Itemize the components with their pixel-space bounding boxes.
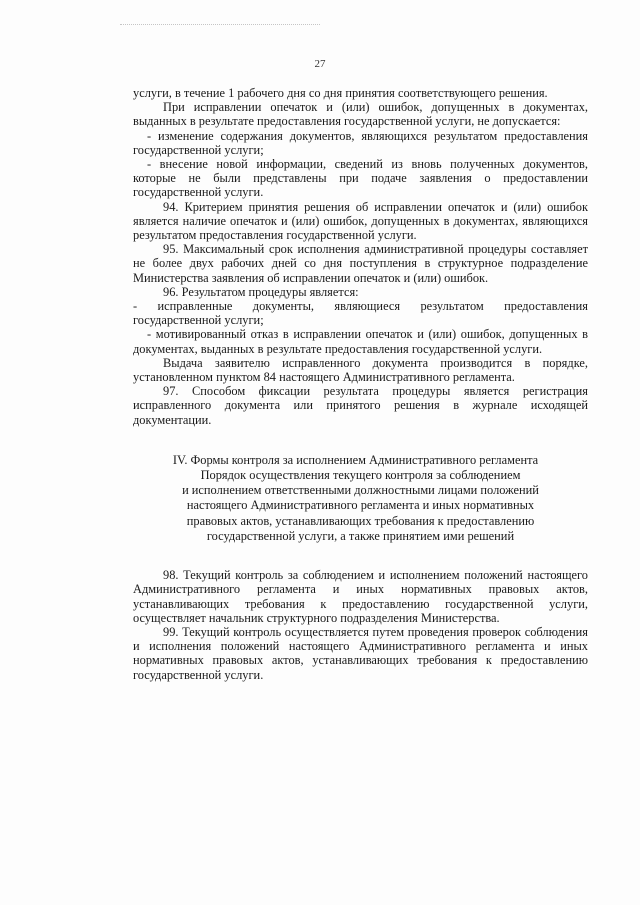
paragraph: 96. Результатом процедуры является: <box>163 284 359 299</box>
paragraph: При исправлении опечаток и (или) ошибок, допущенных в документах, выданных в результате предоставления государственной услуги, не допускается: <box>133 100 588 129</box>
subsection-title-line: настоящего Административного регламента и иных нормативных <box>186 498 535 513</box>
paragraph: 98. Текущий контроль за соблюдением и исполнением положений настоящего Административного регламента и иных нормативных правовых актов, устанавливающих требования к предоставлению государственной услуги, осуществляет начальник структурного подразделения Министерства. <box>133 568 588 625</box>
paragraph: услуги, в течение 1 рабочего дня со дня принятия соответствующего решения. <box>133 86 548 100</box>
paragraph: 99. Текущий контроль осуществляется путем проведения проверок соблюдения и исполнения положений настоящего Административного регламента и иных нормативных правовых актов, устанавливающих требования к предоставлению государственной услуги. <box>133 624 588 682</box>
subsection-title-line: правовых актов, устанавливающих требования к предоставлению <box>186 513 535 528</box>
paragraph: - исправленные документы, являющиеся результатом предоставления государственной услуги; <box>133 299 588 328</box>
paragraph: - изменение содержания документов, являющихся результатом предоставления государственной услуги; <box>133 128 588 157</box>
scan-artifact <box>120 24 320 29</box>
page-number: 27 <box>314 58 326 70</box>
subsection-title-line: Порядок осуществления текущего контроля за соблюдением <box>200 468 521 483</box>
section-title: IV. Формы контроля за исполнением Административного регламента <box>172 452 539 467</box>
paragraph: - внесение новой информации, сведений из вновь полученных документов, которые не были представлены при подаче заявления о предоставлении государственной услуги. <box>133 157 588 200</box>
paragraph: - мотивированный отказ в исправлении опечаток и (или) ошибок, допущенных в документах, выданных в результате предоставления государственной услуги. <box>133 327 588 356</box>
section-heading <box>133 453 588 544</box>
paragraphs-top <box>133 86 588 427</box>
document-body <box>133 86 588 682</box>
paragraph: 94. Критерием принятия решения об исправлении опечаток и (или) ошибок является наличие опечаток и (или) ошибок, допущенных в документах, являющихся результатом предоставления государственной услуги. <box>133 199 588 243</box>
paragraph: 95. Максимальный срок исполнения административной процедуры составляет не более двух рабочих дней со дня поступления в структурное подразделение Министерства заявления об исправлении опечаток и (или) ошибок. <box>133 242 588 285</box>
paragraph: Выдача заявителю исправленного документа производится в порядке, установленном пунктом 84 настоящего Административного регламента. <box>133 355 588 385</box>
paragraph: 97. Способом фиксации результата процедуры является регистрация исправленного документа или принятого решения в журнале исходящей документации. <box>133 384 588 427</box>
paragraphs-bottom <box>133 568 588 682</box>
subsection-title-line: государственной услуги, а также принятием ими решений <box>206 528 515 543</box>
subsection-title-line: и исполнением ответственными должностными лицами положений <box>182 483 539 498</box>
